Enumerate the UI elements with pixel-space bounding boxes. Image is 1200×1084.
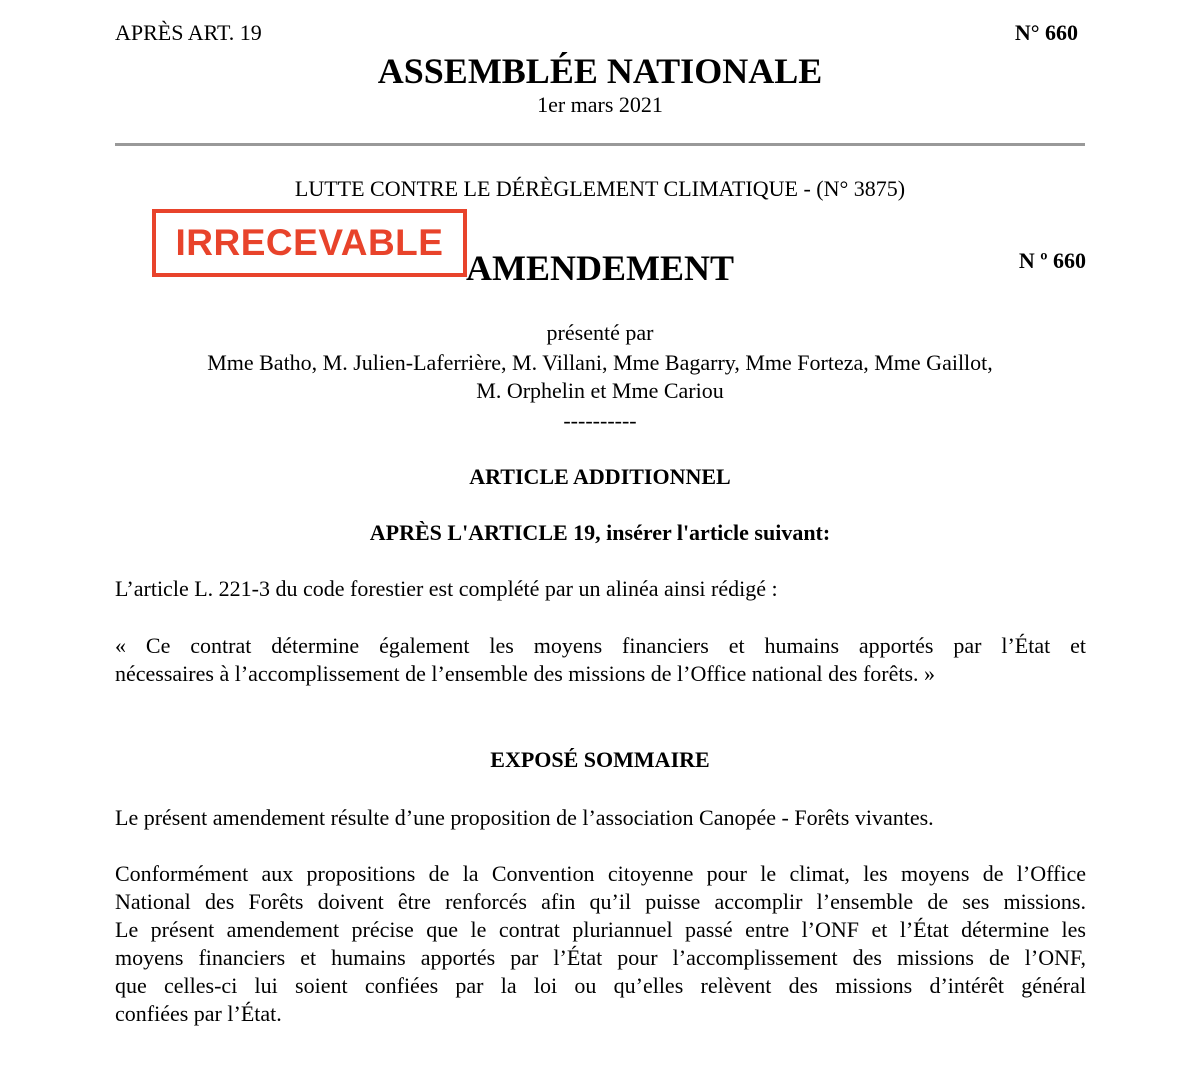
article-heading: ARTICLE ADDITIONNEL: [469, 464, 731, 489]
authors-line: M. Orphelin et Mme Cariou: [476, 378, 724, 403]
bill-title: LUTTE CONTRE LE DÉRÈGLEMENT CLIMATIQUE - (N° 3875): [294, 176, 906, 201]
article-reference: APRÈS ART. 19: [115, 20, 262, 45]
text-line: confiées par l’État.: [115, 1001, 282, 1026]
irrecevable-stamp: IRRECEVABLE: [152, 209, 467, 277]
presented-by-label: présenté par: [546, 320, 654, 345]
text-line: Le présent amendement précise que le contrat pluriannuel passé entre l’ONF et l’État détermine les: [115, 917, 1086, 942]
text-line: « Ce contrat détermine également les moyens financiers et humains apportés par l’État et: [115, 633, 1086, 658]
text-line: National des Forêts doivent être renforcés afin qu’il puisse accomplir l’ensemble de ses missions.: [115, 889, 1086, 914]
text-line: que celles-ci lui soient confiées par la loi ou qu’elles relèvent des missions d’intérêt général: [115, 973, 1086, 998]
text-line: moyens financiers et humains apportés par l’État pour l’accomplissement des missions de l’ONF,: [115, 945, 1086, 970]
authors-line: Mme Batho, M. Julien-Laferrière, M. Villani, Mme Bagarry, Mme Forteza, Mme Gaillot,: [207, 350, 993, 375]
text-line: nécessaires à l’accomplissement de l’ensemble des missions de l’Office national des forêts. »: [115, 661, 936, 686]
insert-instruction: APRÈS L'ARTICLE 19, insérer l'article suivant:: [369, 520, 831, 545]
expose-heading: EXPOSÉ SOMMAIRE: [490, 747, 710, 772]
quoted-article-text: [115, 632, 1086, 688]
header-divider: [115, 143, 1085, 146]
amendment-title: AMENDEMENT: [466, 248, 734, 288]
expose-paragraph: Le présent amendement résulte d’une proposition de l’association Canopée - Forêts vivantes.: [115, 805, 934, 830]
text-line: Conformément aux propositions de la Convention citoyenne pour le climat, les moyens de l’Office: [115, 861, 1086, 886]
amendment-number: N º 660: [1018, 248, 1086, 273]
assembly-title: ASSEMBLÉE NATIONALE: [377, 51, 823, 91]
separator: ----------: [563, 408, 637, 433]
document-date: 1er mars 2021: [537, 92, 663, 117]
amendment-number-header: N° 660: [1014, 20, 1078, 45]
article-intro: L’article L. 221-3 du code forestier est complété par un alinéa ainsi rédigé :: [115, 576, 778, 601]
expose-paragraph: [115, 860, 1086, 1028]
